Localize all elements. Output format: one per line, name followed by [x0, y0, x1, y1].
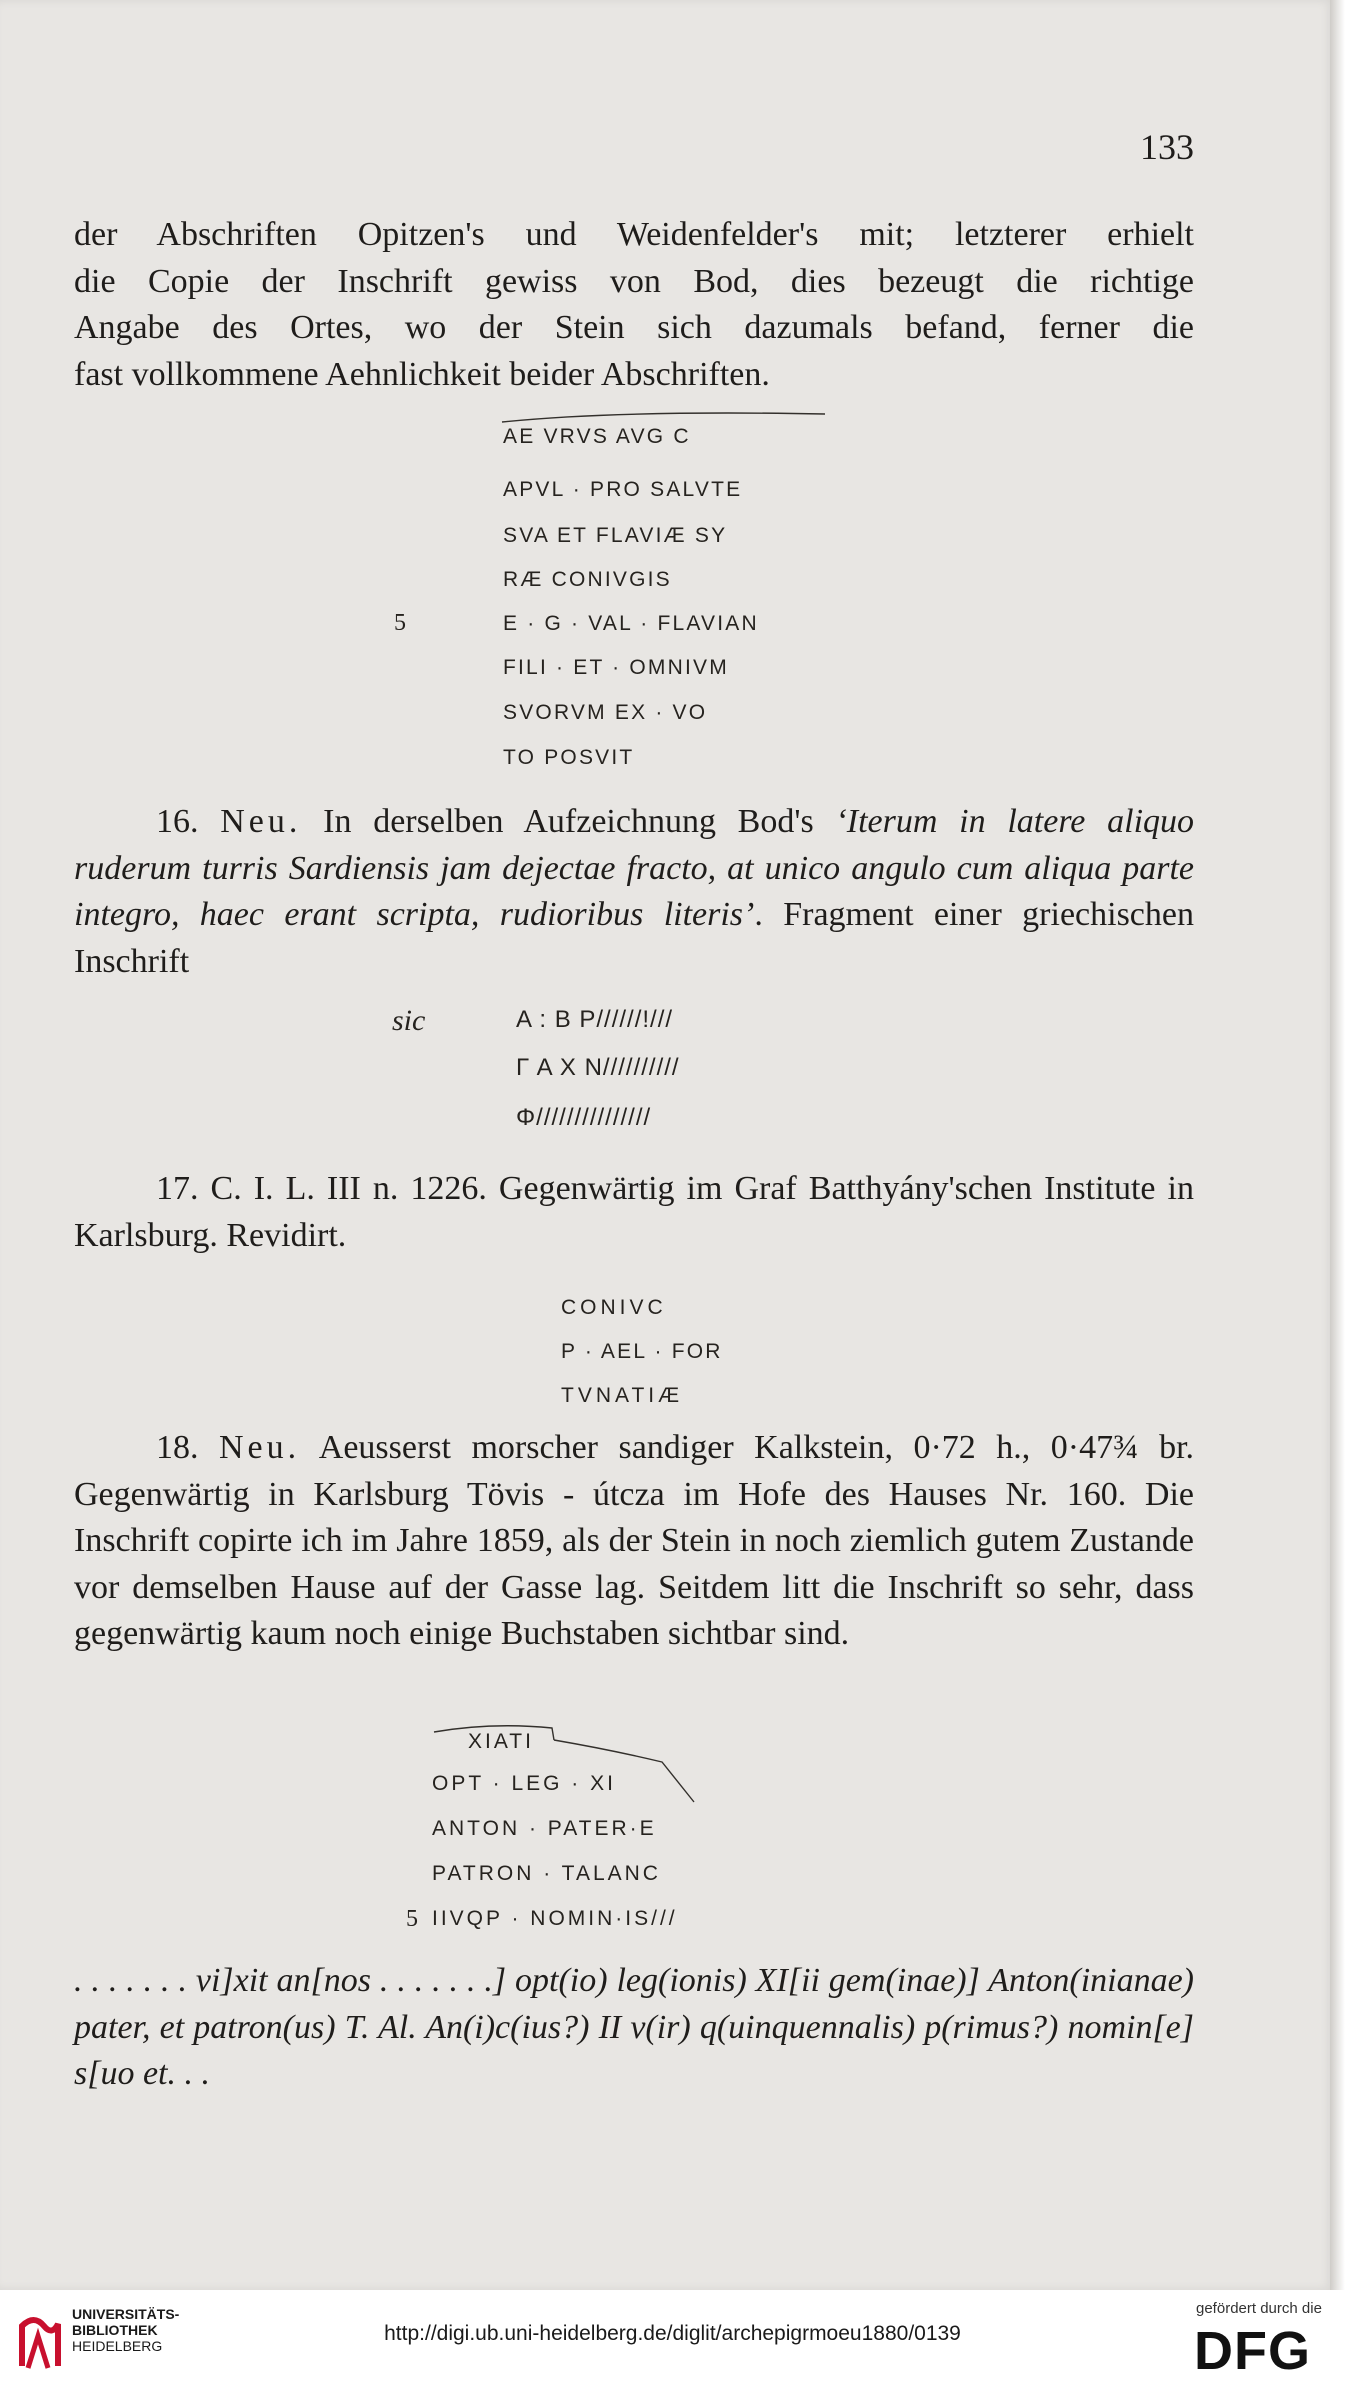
section-16 — [74, 799, 1194, 985]
section-number: 17. — [156, 1170, 199, 1207]
intro-line: Angabe des Ortes, wo der Stein sich dazumals befand, ferner die — [74, 309, 1194, 346]
inscription-line: E · G · VAL · FLAVIAN — [503, 612, 759, 635]
section-quote: ‘Iterum in latere aliquo ruderum turris Sardiensis jam dejectae fracto, at unico angulo cum aliqua parte integro, haec erant scripta, rudioribus literis’ — [74, 803, 1195, 933]
section-text: C. I. L. III n. 1226. Gegenwärtig im Graf Batthyány'schen Institute in Karlsburg. Revidirt. — [74, 1170, 1194, 1254]
inscription-line: Φ/////////////// — [516, 1104, 652, 1131]
section-18 — [74, 1425, 1194, 1658]
inscription-line: AE VRVS AVG C — [503, 425, 691, 448]
inscription-reading: . . . . . . . vi]xit an[nos . . . . . . .] opt(io) leg(ionis) XI[ii gem(inae)] Anton(inianae) pater, et patron(us) T. Al. An(i)c(ius?) II v(ir) q(uinquennalis) p(rimus?) nomin[e] s[uo et. . . — [74, 1962, 1194, 2092]
inscription-line: APVL · PRO SALVTE — [503, 478, 743, 501]
inscription-line: ANTON · PATER·E — [432, 1817, 657, 1840]
inscription-line: A : B P//////!/// — [516, 1006, 674, 1033]
inscription-line: P · AEL · FOR — [561, 1340, 723, 1363]
intro-line: fast vollkommene Aehnlichkeit beider Abschriften. — [74, 355, 770, 393]
sic-note: sic — [392, 1004, 426, 1037]
intro-line: der Abschriften Opitzen's und Weidenfelder's mit; letzterer erhielt — [74, 216, 1194, 253]
section-text: Aeusserst morscher sandiger Kalkstein, 0·72 h., 0·47¾ br. Gegenwärtig in Karlsburg Tövis - útcza im Hofe des Hauses Nr. 160. Die Inschrift copirte ich im Jahre 1859, als der Stein in noch ziemlich gutem Zustande vor demselben Hause auf der Gasse lag. Seitdem litt die Inschrift so sehr, dass gegenwärtig kaum noch einige Buchstaben sichtbar sind. — [74, 1429, 1195, 1652]
section-number: 16. — [156, 803, 199, 840]
inscription-line: PATRON · TALANC — [432, 1862, 661, 1885]
intro-line: die Copie der Inschrift gewiss von Bod, dies bezeugt die richtige — [74, 262, 1194, 300]
section-label: Neu. — [219, 1429, 301, 1466]
dfg-logo: DFG — [1194, 2321, 1311, 2381]
section-text: . Fragment einer griechischen Inschrift — [74, 896, 1194, 980]
section-label: Neu. — [220, 803, 302, 840]
dfg-label: gefördert durch die — [1196, 2300, 1322, 2317]
inscription-line: XIATI — [468, 1730, 534, 1753]
inscription-line: OPT · LEG · XI — [432, 1772, 616, 1795]
inscription-line: CONIVC — [561, 1296, 667, 1319]
uni-line: BIBLIOTHEK — [72, 2322, 158, 2338]
inscription-line: Γ Α Χ Ν////////// — [516, 1054, 680, 1081]
inscription-line: TO POSVIT — [503, 746, 635, 769]
inscription-line: RÆ CONIVGIS — [503, 568, 672, 591]
section-17 — [74, 1166, 1194, 1259]
section-text: In derselben Aufzeichnung Bod's — [323, 803, 836, 840]
source-url-link[interactable]: http://digi.ub.uni-heidelberg.de/diglit/archepigrmoeu1880/0139 — [384, 2322, 961, 2345]
inscription-line-number: 5 — [406, 1906, 418, 1932]
section-number: 18. — [156, 1429, 199, 1466]
inscription-line: SVORVM EX · VO — [503, 701, 708, 724]
inscription-line: SVA ET FLAVIÆ SY — [503, 524, 728, 547]
uni-line: UNIVERSITÄTS- — [72, 2306, 180, 2322]
uni-line: HEIDELBERG — [72, 2338, 163, 2354]
intro-paragraph — [74, 212, 1194, 398]
inscription-line: FILI · ET · OMNIVM — [503, 656, 729, 679]
inscription-line: TVNATIÆ — [561, 1384, 684, 1407]
page-edge — [1330, 0, 1345, 2290]
inscription-line-number: 5 — [394, 610, 406, 636]
inscription-line: IIVQP · NOMIN·IS/// — [432, 1907, 678, 1930]
inscription-fracture-line — [500, 408, 830, 424]
page-number: 133 — [1140, 127, 1194, 167]
